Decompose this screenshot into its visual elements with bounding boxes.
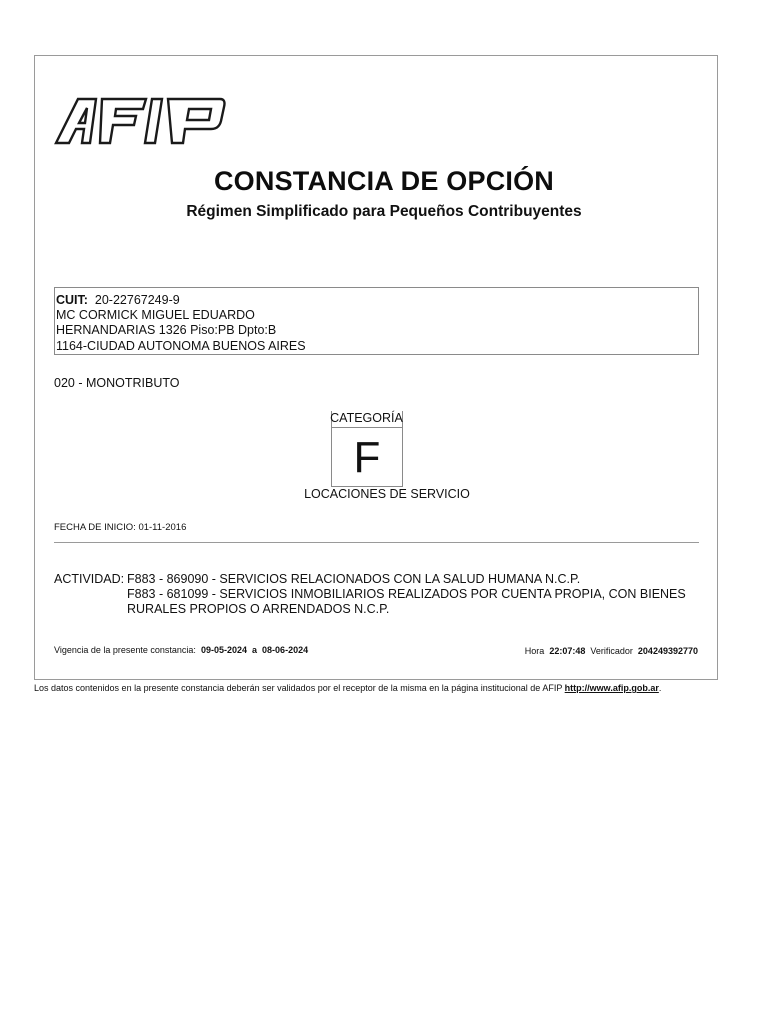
validity-from: 09-05-2024 [200, 645, 247, 655]
validity-label: Vigencia de la presente constancia: [54, 645, 196, 655]
footer-end: . [658, 683, 662, 693]
page-title: CONSTANCIA DE OPCIÓN [213, 166, 554, 196]
taxpayer-address: HERNANDARIAS 1326 Piso:PB Dpto:B [56, 323, 277, 338]
verification [525, 646, 698, 656]
footer-text: Los datos contenidos en la presente constancia deberán ser validados por el receptor de la misma en la página institucional de AFIP [34, 683, 565, 693]
page-subtitle: Régimen Simplificado para Pequeños Contribuyentes [186, 203, 582, 220]
afip-logo [54, 96, 226, 146]
hora-value: 22:07:48 [549, 646, 586, 656]
activity-line: F883 - 869090 - SERVICIOS RELACIONADOS CON LA SALUD HUMANA N.C.P. [127, 572, 581, 586]
taxpayer-city: 1164-CIUDAD AUTONOMA BUENOS AIRES [56, 338, 306, 353]
activity-line: RURALES PROPIOS O ARRENDADOS N.C.P. [127, 602, 390, 616]
validity [54, 645, 308, 655]
category-value: F [331, 427, 403, 487]
regime-label: 020 - MONOTRIBUTO [54, 376, 180, 390]
activity-line: F883 - 681099 - SERVICIOS INMOBILIARIOS REALIZADOS POR CUENTA PROPIA, CON BIENES [127, 587, 686, 601]
category-description: LOCACIONES DE SERVICIO [304, 487, 470, 501]
activity-section [54, 572, 694, 617]
taxpayer-box [54, 287, 699, 355]
cuit-value: 20-22767249-9 [94, 293, 180, 307]
cuit-row [56, 293, 698, 308]
category-label: CATEGORÍA [330, 411, 403, 425]
verificador-label: Verificador [590, 646, 633, 656]
hora-label: Hora [524, 646, 545, 656]
start-date: FECHA DE INICIO: 01-11-2016 [54, 522, 187, 533]
validity-to: 08-06-2024 [262, 645, 309, 655]
afip-link[interactable]: http://www.afip.gob.ar [564, 683, 659, 693]
taxpayer-name: MC CORMICK MIGUEL EDUARDO [56, 308, 255, 323]
footer-note [34, 683, 661, 693]
verificador-value: 204249392770 [637, 646, 698, 656]
divider [54, 542, 699, 543]
activity-label: ACTIVIDAD: [54, 572, 125, 586]
cuit-label: CUIT: [56, 293, 88, 307]
validity-sep: a [252, 645, 258, 655]
